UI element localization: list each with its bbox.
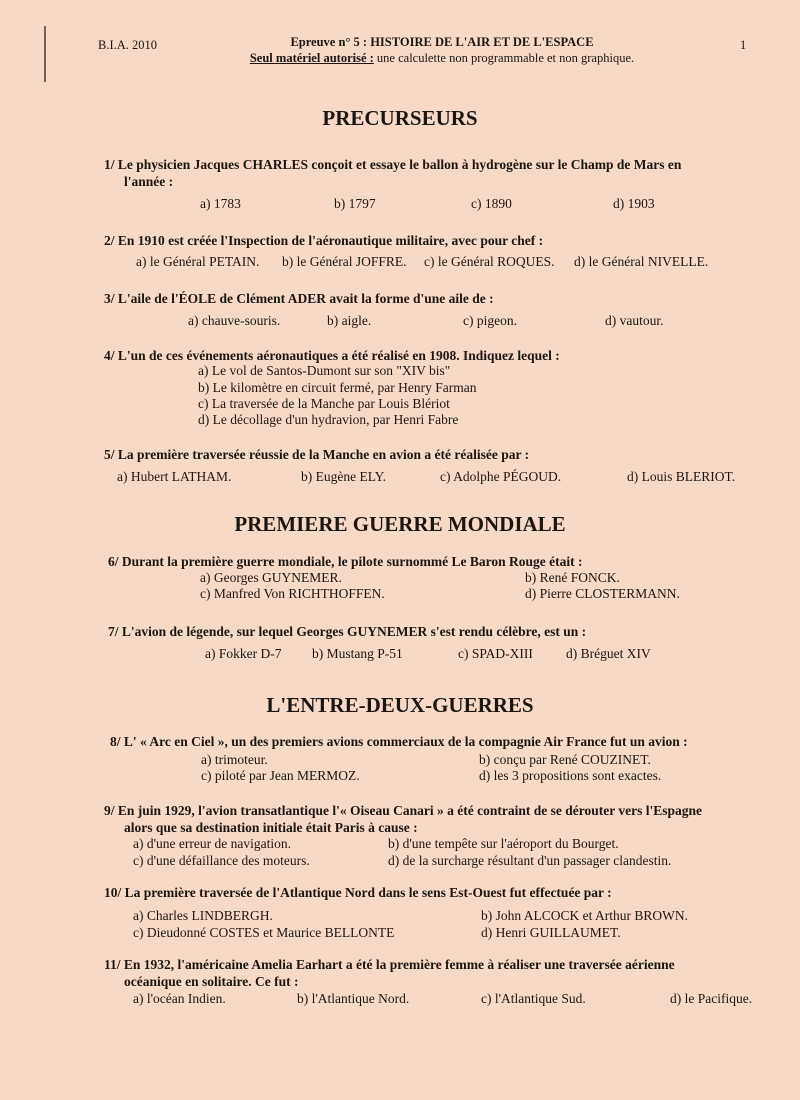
question-5: 5/ La première traversée réussie de la Manche en avion a été réalisée par : [104,447,530,462]
page-number: 1 [740,38,747,52]
q5-option-c[interactable]: c) Adolphe PÉGOUD. [440,469,562,484]
q5-option-a[interactable]: a) Hubert LATHAM. [117,469,232,484]
question-7: 7/ L'avion de légende, sur lequel Georges GUYNEMER s'est rendu célèbre, est un : [108,624,587,639]
question-11-text: 11/ En 1932, l'américaine Amelia Earhart a été la première femme à réaliser une traversée aérienne [104,957,675,972]
question-9-text-cont: alors que sa destination initiale était Paris à cause : [124,820,418,835]
q1-option-a[interactable]: a) 1783 [200,196,241,211]
q1-option-b[interactable]: b) 1797 [334,196,376,211]
question-9-text: 9/ En juin 1929, l'avion transatlantique l'« Oiseau Canari » a été contraint de se dérouter vers l'Espagne [104,803,703,818]
q2-option-a[interactable]: a) le Général PETAIN. [136,254,260,269]
q9-option-d[interactable]: d) de la surcharge résultant d'un passager clandestin. [388,853,672,868]
allowed-materials-label: Seul matériel autorisé : [249,51,374,65]
q6-option-d[interactable]: d) Pierre CLOSTERMANN. [525,586,680,601]
q4-option-a[interactable]: a) Le vol de Santos-Dumont sur son "XIV bis" [198,363,451,378]
question-10: 10/ La première traversée de l'Atlantique Nord dans le sens Est-Ouest fut effectuée par : [104,885,612,900]
q11-option-c[interactable]: c) l'Atlantique Sud. [481,991,586,1006]
q8-option-a[interactable]: a) trimoteur. [201,752,268,767]
q6-option-b[interactable]: b) René FONCK. [525,570,620,585]
question-1 [104,156,784,190]
q6-option-c[interactable]: c) Manfred Von RICHTHOFFEN. [200,586,385,601]
question-11-text-cont: océanique en solitaire. Ce fut : [124,974,299,989]
q5-option-d[interactable]: d) Louis BLERIOT. [627,469,736,484]
q4-option-d[interactable]: d) Le décollage d'un hydravion, par Henri Fabre [198,412,459,427]
question-2: 2/ En 1910 est créée l'Inspection de l'aéronautique militaire, avec pour chef : [104,233,544,248]
question-1-text-cont: l'année : [124,174,174,189]
allowed-materials [200,50,684,66]
exam-title: Epreuve n° 5 : HISTOIRE DE L'AIR ET DE L'ESPACE [290,35,594,49]
question-11 [104,956,794,990]
q9-option-c[interactable]: c) d'une défaillance des moteurs. [133,853,310,868]
q2-option-c[interactable]: c) le Général ROQUES. [424,254,555,269]
q8-option-c[interactable]: c) piloté par Jean MERMOZ. [201,768,360,783]
q4-option-b[interactable]: b) Le kilomètre en circuit fermé, par Henry Farman [198,380,477,395]
q5-option-b[interactable]: b) Eugène ELY. [301,469,387,484]
q1-option-d[interactable]: d) 1903 [613,196,655,211]
q3-option-d[interactable]: d) vautour. [605,313,664,328]
q4-option-c[interactable]: c) La traversée de la Manche par Louis Blériot [198,396,450,411]
q7-option-b[interactable]: b) Mustang P-51 [312,646,403,661]
q11-option-a[interactable]: a) l'océan Indien. [133,991,226,1006]
question-3: 3/ L'aile de l'ÉOLE de Clément ADER avait la forme d'une aile de : [104,291,494,306]
q7-option-c[interactable]: c) SPAD-XIII [458,646,533,661]
q9-option-b[interactable]: b) d'une tempête sur l'aéroport du Bourget. [388,836,619,851]
q3-option-b[interactable]: b) aigle. [327,313,372,328]
q10-option-c[interactable]: c) Dieudonné COSTES et Maurice BELLONTE [133,925,395,940]
q9-option-a[interactable]: a) d'une erreur de navigation. [133,836,291,851]
question-9 [104,802,794,836]
q1-option-c[interactable]: c) 1890 [471,196,512,211]
question-8: 8/ L' « Arc en Ciel », un des premiers avions commerciaux de la compagnie Air France fut un avion : [110,734,688,749]
margin-mark [44,26,46,82]
question-4: 4/ L'un de ces événements aéronautiques a été réalisé en 1908. Indiquez lequel : [104,348,560,363]
header-center [200,34,684,66]
q7-option-d[interactable]: d) Bréguet XIV [566,646,651,661]
q2-option-d[interactable]: d) le Général NIVELLE. [574,254,709,269]
q11-option-d[interactable]: d) le Pacifique. [670,991,753,1006]
section-title-premiere-guerre: PREMIERE GUERRE MONDIALE [234,512,566,536]
question-6: 6/ Durant la première guerre mondiale, le pilote surnommé Le Baron Rouge était : [108,554,583,569]
q11-option-b[interactable]: b) l'Atlantique Nord. [297,991,410,1006]
q7-option-a[interactable]: a) Fokker D-7 [205,646,282,661]
q10-option-a[interactable]: a) Charles LINDBERGH. [133,908,273,923]
q8-option-d[interactable]: d) les 3 propositions sont exactes. [479,768,662,783]
section-title-entre-deux-guerres: L'ENTRE-DEUX-GUERRES [266,693,534,717]
q6-option-a[interactable]: a) Georges GUYNEMER. [200,570,342,585]
q2-option-b[interactable]: b) le Général JOFFRE. [282,254,407,269]
header-exam-code: B.I.A. 2010 [98,38,158,52]
q3-option-c[interactable]: c) pigeon. [463,313,517,328]
section-title-precurseurs: PRECURSEURS [322,106,478,130]
q10-option-b[interactable]: b) John ALCOCK et Arthur BROWN. [481,908,688,923]
q10-option-d[interactable]: d) Henri GUILLAUMET. [481,925,621,940]
q3-option-a[interactable]: a) chauve-souris. [188,313,281,328]
q8-option-b[interactable]: b) conçu par René COUZINET. [479,752,651,767]
question-1-text: 1/ Le physicien Jacques CHARLES conçoit et essaye le ballon à hydrogène sur le Champ de Mars en [104,157,682,172]
allowed-materials-text: une calculette non programmable et non graphique. [373,51,635,65]
